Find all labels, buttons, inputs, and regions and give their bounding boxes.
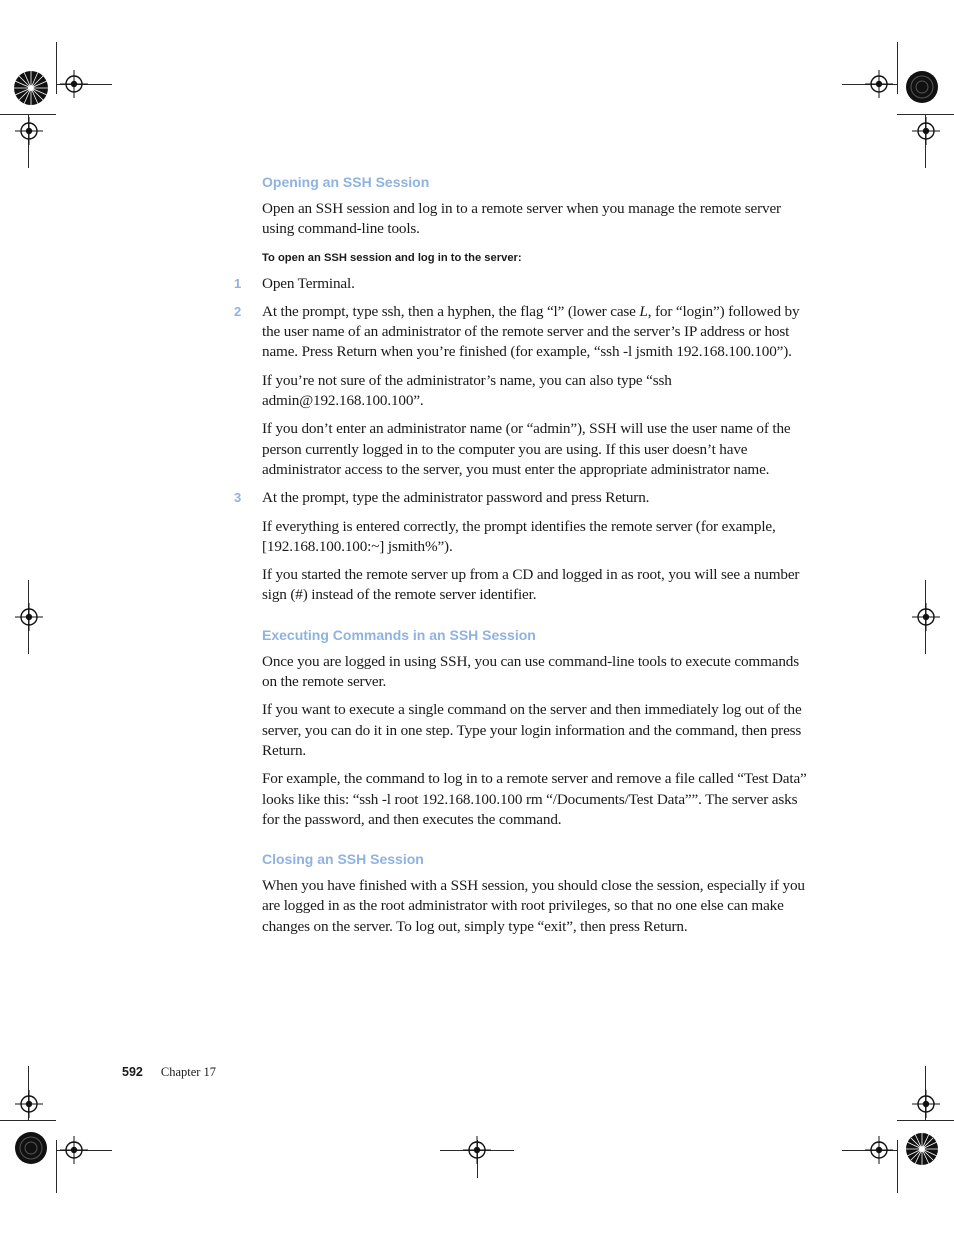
step-text-italic: L xyxy=(639,302,648,320)
step-note: If you started the remote server up from a CD and logged in as root, you will see a number sign (#) instead of the remote server identifier. xyxy=(262,566,800,604)
crop-mark-vertical xyxy=(56,1140,57,1193)
crop-mark-horizontal xyxy=(56,1150,112,1151)
step-number: 1 xyxy=(234,275,242,291)
step-number: 3 xyxy=(234,490,242,506)
crop-mark-vertical xyxy=(28,114,29,168)
paragraph: For example, the command to log in to a remote server and remove a file called “Test Data” looks like this: “ssh -l root 192.168.100.100 rm “/Documents/Test Data””. The server asks for the password, and then executes the command. xyxy=(262,770,807,828)
paragraph: When you have finished with a SSH session, you should close the session, especially if you are logged in as the root administrator with root privileges, so that no one else can make changes on the server. To log out, simply type “exit”, then press Return. xyxy=(262,877,805,935)
registration-target-icon xyxy=(15,603,43,631)
step-text-part: , for “login”) followed by the user name of an administrator of the remote server and the server’s IP address or host name. Press Return when you’re finished (for example, “ssh -l jsmith 192.168.100.100”). xyxy=(262,302,800,361)
crop-mark-horizontal xyxy=(897,1120,954,1121)
procedure-heading: To open an SSH session and log in to the server: xyxy=(262,251,522,264)
crop-mark-vertical xyxy=(925,580,926,654)
crop-mark-vertical xyxy=(477,1140,478,1178)
page-content xyxy=(234,172,807,937)
registration-target-icon xyxy=(60,70,88,98)
crop-mark-vertical xyxy=(925,1066,926,1120)
step-text-part: At the prompt, type ssh, then a hyphen, the flag “l” (lower case xyxy=(262,302,640,320)
crop-mark-vertical xyxy=(897,42,898,94)
page-footer xyxy=(122,1062,216,1082)
solid-target-icon xyxy=(14,1131,48,1165)
section-intro: Open an SSH session and log in to a remote server when you manage the remote server using command-line tools. xyxy=(262,200,781,238)
crop-mark-vertical xyxy=(897,1140,898,1193)
crop-mark-horizontal xyxy=(0,1120,56,1121)
step-3 xyxy=(234,488,807,508)
section-heading-closing-ssh: Closing an SSH Session xyxy=(262,851,424,868)
section-heading-opening-ssh: Opening an SSH Session xyxy=(262,174,430,190)
registration-target-icon xyxy=(15,1090,43,1118)
registration-target-icon xyxy=(15,117,43,145)
crop-mark-horizontal xyxy=(0,114,56,115)
crop-mark-vertical xyxy=(56,42,57,94)
starburst-target-icon xyxy=(905,1132,939,1166)
step-1 xyxy=(234,274,807,294)
crop-mark-vertical xyxy=(28,1066,29,1120)
crop-mark-vertical xyxy=(925,114,926,168)
step-text xyxy=(262,302,807,363)
step-note: If everything is entered correctly, the prompt identifies the remote server (for example, [192.168.100.100:~] jsmith%”). xyxy=(262,517,776,555)
step-2 xyxy=(234,302,807,363)
paragraph: If you want to execute a single command on the server and then immediately log out of the server, you can do it in one step. Type your login information and the command, then press Return. xyxy=(262,701,802,759)
step-text: At the prompt, type the administrator password and press Return. xyxy=(262,489,650,507)
crop-mark-horizontal xyxy=(440,1150,514,1151)
step-number: 2 xyxy=(234,303,242,319)
registration-target-icon xyxy=(912,603,940,631)
solid-target-icon xyxy=(905,70,939,104)
registration-target-icon xyxy=(865,70,893,98)
step-note: If you’re not sure of the administrator’s name, you can also type “ssh admin@192.168.100.100”. xyxy=(262,371,672,410)
registration-target-icon xyxy=(912,1090,940,1118)
step-note: If you don’t enter an administrator name (or “admin”), SSH will use the user name of the person currently logged in to the computer you are using. If this user doesn’t have administrator access to the server, you must enter the appropriate administrator name. xyxy=(262,420,791,478)
registration-target-icon xyxy=(865,1136,893,1164)
crop-mark-horizontal xyxy=(842,84,898,85)
step-text: Open Terminal. xyxy=(262,274,355,292)
section-heading-executing-commands: Executing Commands in an SSH Session xyxy=(262,626,536,643)
paragraph: Once you are logged in using SSH, you can use command-line tools to execute commands on the remote server. xyxy=(262,652,799,691)
crop-mark-horizontal xyxy=(56,84,112,85)
page-number: 592 xyxy=(122,1065,143,1079)
crop-mark-horizontal xyxy=(897,114,954,115)
crop-mark-vertical xyxy=(28,580,29,654)
registration-target-icon xyxy=(60,1136,88,1164)
registration-target-icon xyxy=(463,1136,491,1164)
starburst-target-icon xyxy=(13,70,49,106)
chapter-label: Chapter 17 xyxy=(160,1065,217,1079)
crop-mark-horizontal xyxy=(842,1150,898,1151)
registration-target-icon xyxy=(912,117,940,145)
